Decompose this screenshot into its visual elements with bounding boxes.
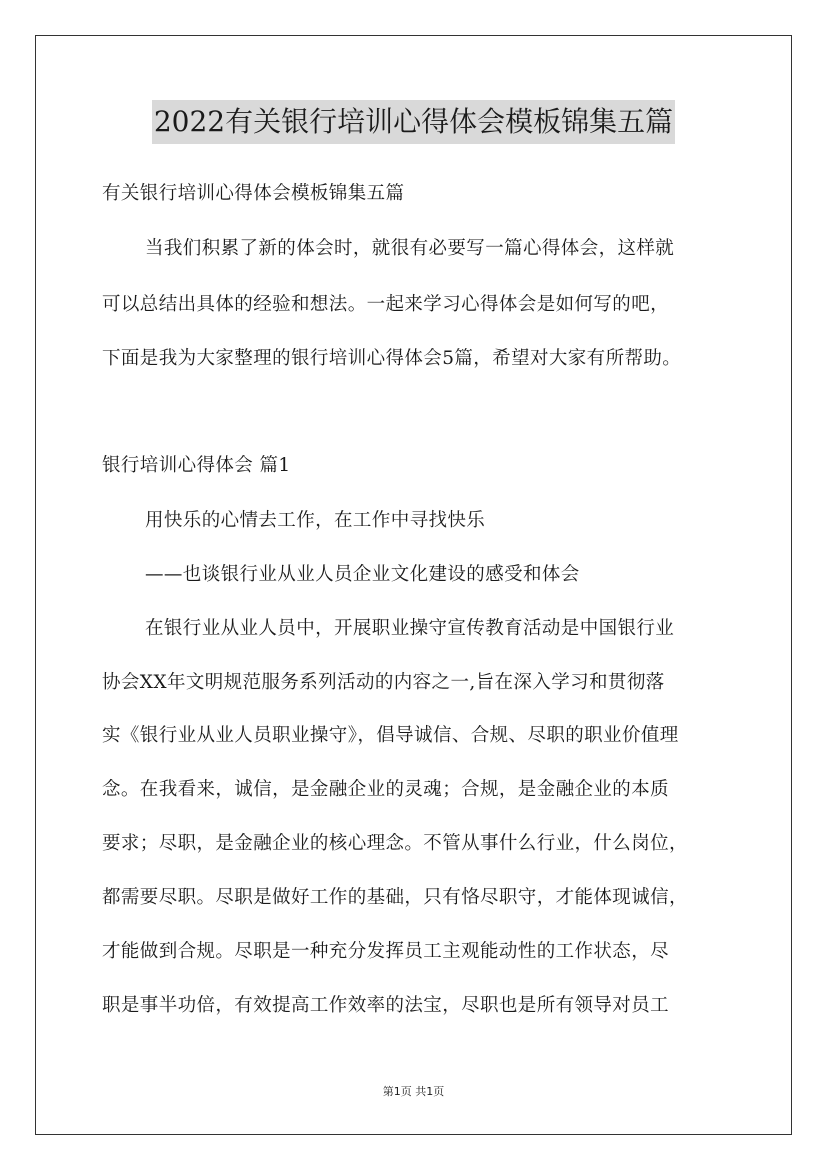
- intro-line: 下面是我为大家整理的银行培训心得体会5篇，希望对大家有所帮助。: [102, 348, 682, 369]
- body-line: 要求；尽职，是金融企业的核心理念。不管从事什么行业，什么岗位，: [102, 833, 688, 854]
- document-subtitle: 有关银行培训心得体会模板锦集五篇: [102, 183, 405, 204]
- body-line: 实《银行业从业人员职业操守》，倡导诚信、合规、尽职的职业价值理: [102, 725, 679, 746]
- body-line: 在银行业从业人员中，开展职业操守宣传教育活动是中国银行业: [145, 618, 675, 639]
- intro-line: 当我们积累了新的体会时，就很有必要写一篇心得体会，这样就: [145, 238, 675, 259]
- body-line: 职是事半功倍，有效提高工作效率的法宝，尽职也是所有领导对员工: [102, 995, 670, 1016]
- page-number: 第1页 共1页: [382, 1085, 445, 1098]
- document-title: 2022有关银行培训心得体会模板锦集五篇: [152, 100, 675, 144]
- body-line: 念。在我看来，诚信，是金融企业的灵魂；合规，是金融企业的本质: [102, 779, 670, 800]
- section-title: 用快乐的心情去工作，在工作中寻找快乐: [145, 510, 486, 531]
- body-line: 协会XX年文明规范服务系列活动的内容之一,旨在深入学习和贯彻落: [102, 672, 665, 693]
- intro-line: 可以总结出具体的经验和想法。一起来学习心得体会是如何写的吧，: [102, 294, 670, 315]
- body-line: 才能做到合规。尽职是一种充分发挥员工主观能动性的工作状态，尽: [102, 941, 670, 962]
- section-heading: 银行培训心得体会 篇1: [102, 455, 291, 476]
- body-line: 都需要尽职。尽职是做好工作的基础，只有恪尽职守，才能体现诚信，: [102, 887, 688, 908]
- section-subtitle: ——也谈银行业从业人员企业文化建设的感受和体会: [145, 564, 580, 585]
